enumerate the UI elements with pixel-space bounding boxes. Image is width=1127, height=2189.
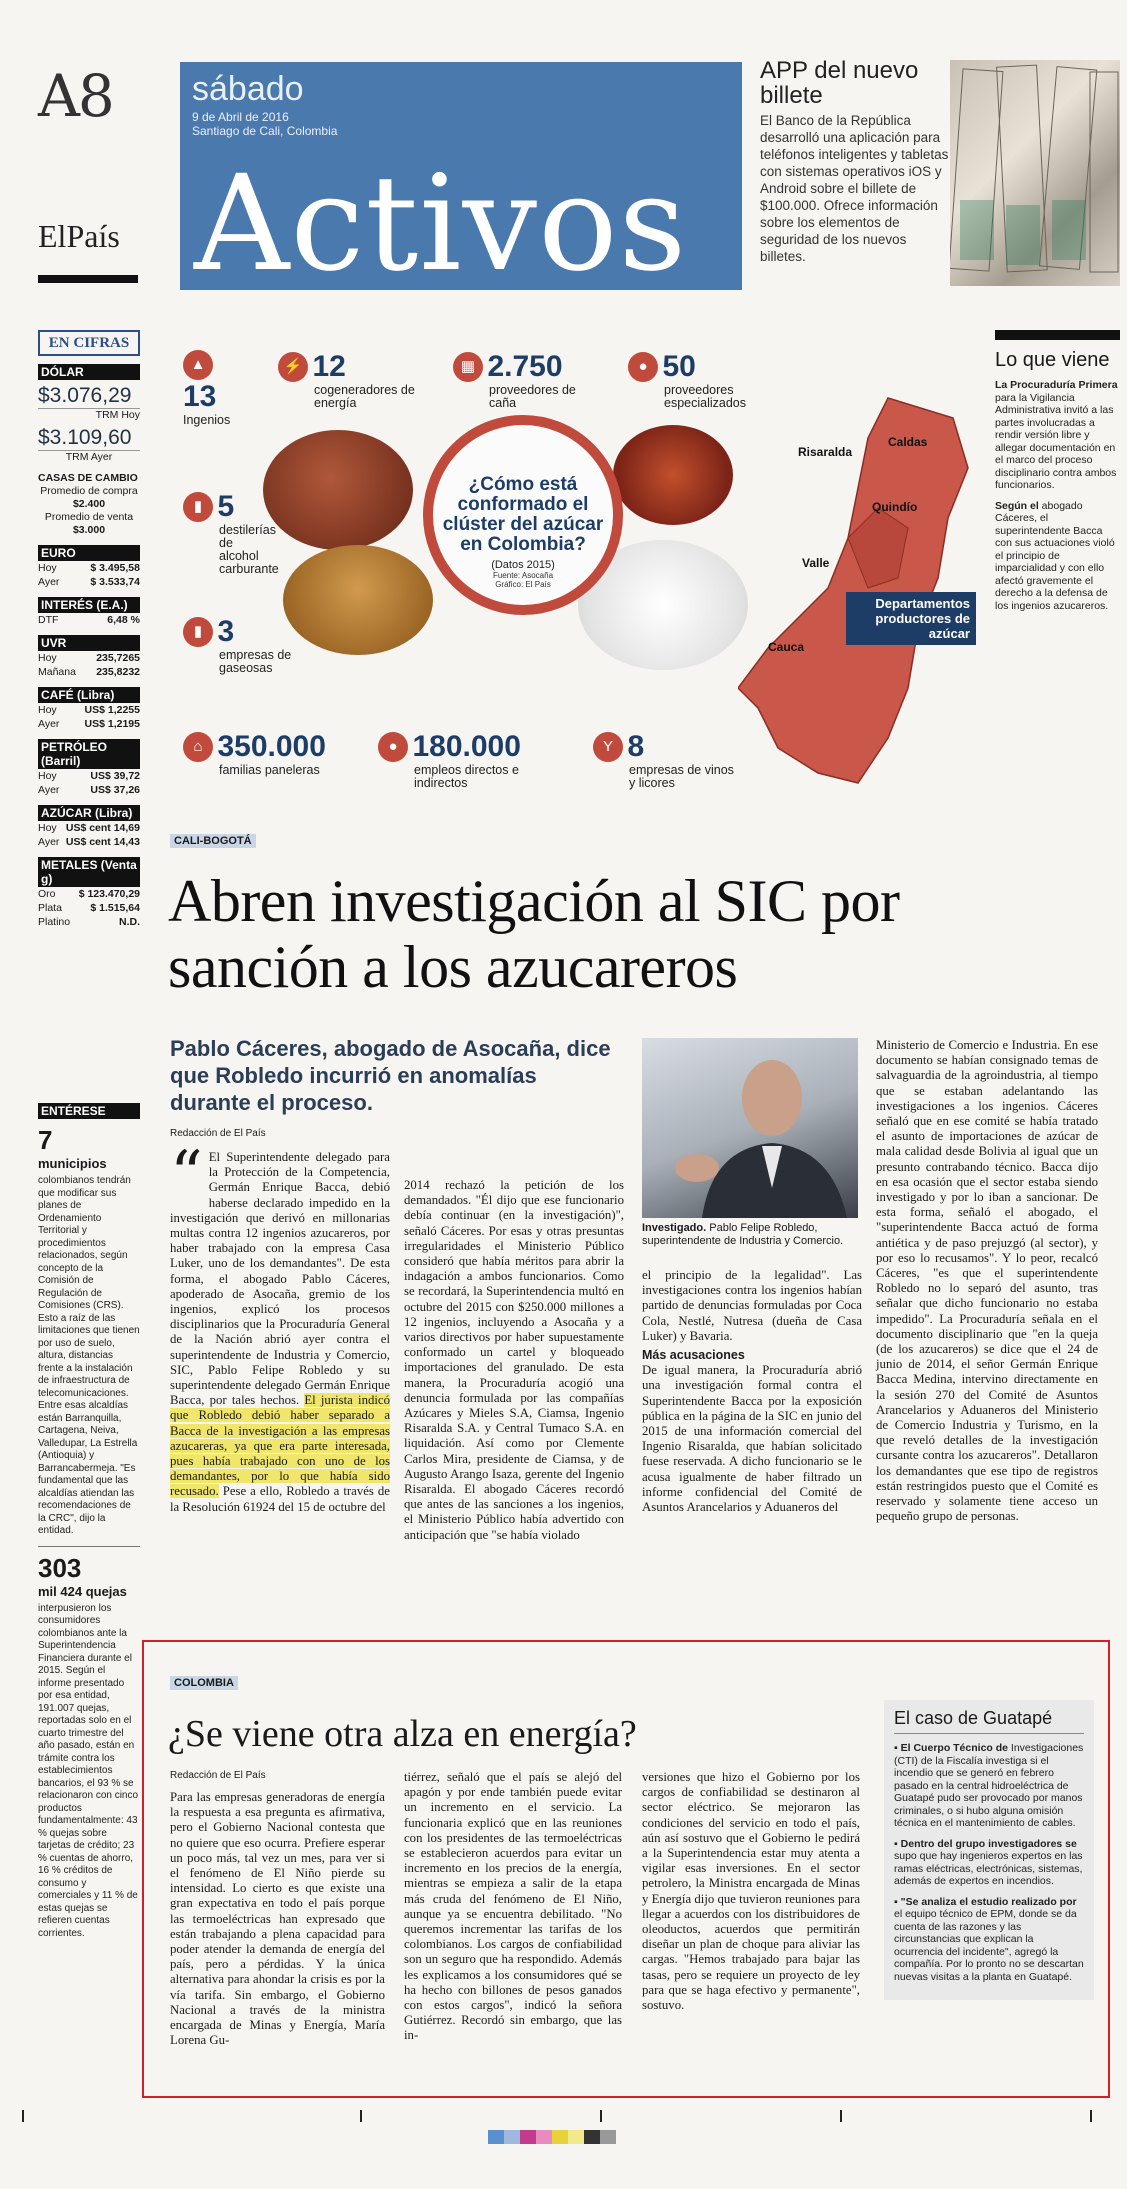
stat-label: proveedores especializados (664, 383, 746, 410)
banknotes-illustration (950, 60, 1120, 286)
guatape-box (884, 1700, 1094, 2000)
row-value: 6,48 % (107, 614, 140, 626)
swatch (504, 2130, 520, 2144)
oro-row (38, 887, 140, 901)
stat-empleos (378, 730, 568, 790)
euro-label: EURO (38, 545, 140, 561)
p3-lead: "Se analiza el estudio realizado por (900, 1895, 1077, 1908)
p2-lead: Dentro del grupo investigadores se (900, 1837, 1077, 1850)
stat-label: destilerías de alcohol carburante (219, 523, 279, 576)
p1-lead: La Procuraduría Primera (995, 379, 1118, 391)
crate-icon: ▦ (453, 352, 483, 382)
central-question-circle (423, 415, 623, 615)
swatch (488, 2130, 504, 2144)
dolar-label: DÓLAR (38, 364, 140, 380)
en-cifras-column (38, 330, 140, 929)
article2-col2: tiérrez, señaló que el país se alejó del apagón y por ende también puede evitar un incremento en el servicio. La funcionaria explicó que en las reuniones con los presidentes de las termoeléctricas se establecieron acuerdos para evitar un incremento en los precios de la energía, mientras se empieza a salir de la etapa más cruda del fenómeno de El Niño, aunque ya se encuentra debilitado. "No queremos incrementar las tarifas de los colombianos. Los cargos de confiabilidad son un seguro que ha respondido. Además les explicamos a los consumidores qué se ha hecho con billones de pesos ganados con estos cargos", indicó la señora Gutiérrez. Recordó sin embargo, que las in- (404, 1770, 622, 2043)
departments-box: Departamentos productores de azúcar (846, 592, 976, 645)
p1-text: Investigaciones (CTI) de la Fiscalía investiga si el incendio que se generó en febrero pasado en la central hidroeléctrica de Guatapé pudo ser provocado por manos criminales, o si hubo alguna omisión técnica en el mantenimiento de cables. (894, 1742, 1084, 1829)
stat-cogeneradores (278, 350, 418, 410)
quote-mark-icon: “ (170, 1138, 203, 1212)
trm-hoy-label: TRM Hoy (95, 409, 140, 421)
row-value: US$ 1,2255 (84, 704, 140, 716)
quejas-label: mil 424 quejas (38, 1583, 127, 1599)
p2-text: abogado Cáceres, el superintendente Bacca con sus actuaciones violó el principio de imparcialidad y con ello afectó gravemente el derecho a la defensa de los ingenios azucareros. (995, 499, 1115, 612)
platino-row (38, 915, 140, 929)
article2-col3: versiones que hizo el Gobierno por los cargos de confiabilidad se destinaron al sector eléctrico. Se mejoraron las condiciones del servicio en todo el país, aún así sostuvo que el Gobierno le pedirá a la Superintendencia estar muy atenta a vigilar esas inversiones. En el sector petrolero, la Ministra encargada de Minas y Energía dijo que tuvieron reuniones para llegar a acuerdos con los distribuidores de oleoductos, acuerdos que permitirán diseñar un plan de choque para aliviar las cargas. "Hemos trabajado para bajar las tasas, pero se requiere un proyecto de ley para que se haga efectivo y permanente", sostuvo. (642, 1770, 860, 2013)
p3-text: el equipo técnico de EPM, donde se da cuenta de las razones y las circunstancias que explican la ocurrencia del incidente", agregó la compañía. Por lo pronto no se descartan nuevas visitas a la planta en Guatapé. (894, 1908, 1084, 1983)
colombia-departments-map (738, 388, 978, 788)
row-value: 235,8232 (96, 666, 140, 678)
article1-col4: Ministerio de Comercio e Industria. En ese documento se habían consignado temas de salvaguardia de la agroindustria, al tiempo que se estaban adelantando las investigaciones a los ingenios. Cáceres señaló que en ese comité se había tratado el asunto de importaciones de azúcar de mala calidad desde Bolivia al igual que un presunto contrabando técnico. Bacca dijo en esa ocasión que el sector estaba siendo investigado y por lo iban a sancionar. De esta forma, señaló el abogado, el "superintendente Bacca actuó de forma antiética y de paso prejuzgó (al sector), y por eso lo recusamos". Y lo peor, recalcó Cáceres, "es que el superintendente Robledo no lo separó del asunto, tras señalar que dicho funcionario no estaba impedido". La Procuraduría señala en el documento disciplinario que "en la queja (de los azucareros) se dice que el 24 de junio de 2014, el señor Germán Enrique Bacca Medina, intervino directamente en la sesión 270 del Comité de Asuntos Arancelarios y Aduaneros del Ministerio de Comercio Industria y Turismo, en la que reveló detalles de la investigación cursante contra los azucareros". Detallaron los demandantes que ese tipo de registros están restringidos puesto que el Comité es reservado y solamente tiene acceso un pequeño grupo de personas. (876, 1038, 1098, 1524)
cafe-ayer-row (38, 717, 140, 731)
row-label: Ayer (38, 836, 60, 848)
guatape-p1: ▪ El Cuerpo Técnico de Investigaciones (CTI) de la Fiscalía investiga si el incendio que se generó en febrero pasado en la central hidroeléctrica de Guatapé pudo ser provocado por manos criminales, o si hubo alguna omisión técnica en el mantenimiento de cables. (894, 1742, 1084, 1829)
row-label: Hoy (38, 822, 57, 834)
p2-lead: Según el (995, 499, 1039, 512)
col3-subheading: Más acusaciones (642, 1348, 745, 1363)
row-label: Ayer (38, 576, 60, 588)
en-cifras-title: EN CIFRAS (38, 330, 140, 356)
stat-number: 180.000 (412, 730, 521, 763)
banner-day: sábado (192, 70, 304, 108)
color-registration-bar (488, 2130, 616, 2144)
soda-bottle-icon: ▮ (183, 617, 213, 647)
col1-text-a: El Superintendente delegado para la Protección de la Competencia, Germán Enrique Bacca, debió haberse declarado impedido en la investigación que derivó en millonarias multas contra 12 ingenios azucareros, por haber trabajado con la empresa Casa Luker, uno de los demandantes". De esta forma, el abogado Pablo Cáceres, apoderado de Asocaña, gremio de los ingenios, explicó los procesos disciplinarios que la Procuraduría General de la Nación abrió ayer contra el superintendente de Industria y Comercio, SIC, Pablo Felipe Robledo y su superintendente delegado Germán Enrique Bacca, por tales hechos. (170, 1150, 390, 1408)
infographic-source: Fuente: Asocaña (492, 571, 554, 580)
panela-cubes-bowl (263, 430, 413, 550)
quejas-text: interpusieron los consumidores colombianos ante la Superintendencia Financiera durante el 2015. Según el informe presentado por esa entidad, 191.007 quejas, reportadas solo en el cuarto trimestre del año pasado, están en trámite contra los establecimientos bancarios, el 93 % se relacionaron con cinco productos fundamentalmente: 43 % quejas sobre tarjetas de crédito; 23 % cuentas de ahorro, 16 % créditos de consumo y comerciales y 11 % de estas quejas se refieren cuentas corrientes. (38, 1602, 139, 1939)
trm-hoy-value: $3.076,29 (38, 384, 140, 409)
page-number: A8 (38, 62, 113, 130)
uvr-man-row (38, 665, 140, 679)
interes-label: INTERÉS (E.A.) (38, 597, 140, 613)
article2-byline: Redacción de El País (170, 1770, 266, 1781)
swatch (536, 2130, 552, 2144)
row-label: Hoy (38, 704, 57, 716)
caption-text: Pablo Felipe Robledo, superintendente de Industria y Comercio. (642, 1222, 844, 1247)
p1-text: para la Vigilancia Administrativa invitó a las partes involucradas a rendir versión libre y allegar documentación en el marco del proceso disciplinario contra ambos funcionarios. (995, 391, 1117, 491)
muni-number: 7 (38, 1125, 53, 1155)
house-icon: ⌂ (183, 732, 213, 762)
azucar-label: AZÚCAR (Libra) (38, 805, 140, 821)
lo-que-viene-title: Lo que viene (995, 349, 1110, 371)
col3-text-a: el principio de la legalidad". Las investigaciones contra los ingenios habían partido de denuncias formuladas por Coca Cola, Nestlé, Nutresa (dueña de Casa Luker) y Bavaria. (642, 1268, 862, 1343)
pet-ayer-row (38, 783, 140, 797)
stat-gaseosas (183, 615, 303, 675)
guatape-p3: ▪ "Se analiza el estudio realizado por el equipo técnico de EPM, donde se da cuenta de las razones y las circunstancias que explican la ocurrencia del incidente", agregó la compañía. Por lo pronto no se descartan nuevas visitas a la planta en Guatapé. (894, 1895, 1084, 1983)
article1-subhead: Pablo Cáceres, abogado de Asocaña, dice que Robledo incurrió en anomalías durante el proceso. (170, 1036, 611, 1115)
stat-proveedores-cana (453, 350, 593, 410)
people-icon: ● (378, 732, 408, 762)
logo-rule (38, 275, 138, 283)
article2-kicker: COLOMBIA (170, 1676, 238, 1690)
row-value: $ 3.495,58 (90, 562, 140, 574)
guatape-p2: ▪ Dentro del grupo investigadores se supo que hay ingenieros expertos en las ramas eléctricas, electrónicas, sistemas, además de expertos en incendios. (894, 1837, 1083, 1887)
euro-hoy-row (38, 561, 140, 575)
row-value: US$ 1,2195 (84, 718, 140, 730)
row-label: Platino (38, 916, 71, 928)
p1-lead: El Cuerpo Técnico de (900, 1742, 1008, 1754)
row-value: US$ 39,72 (90, 770, 140, 782)
col1-text-b: Pese a ello, Robledo a través de la Resolución 61924 del 15 de octubre del (170, 1484, 390, 1514)
app-title: APP del nuevo billete (760, 57, 919, 109)
wine-glasses-icon: Y (593, 732, 623, 762)
row-value: $ 123.470,29 (78, 888, 140, 900)
lightning-icon: ⚡ (278, 352, 308, 382)
row-value: N.D. (119, 916, 140, 928)
app-text: El Banco de la República desarrolló una aplicación para teléfonos inteligentes y tabletas con sistemas operativos iOS y Android sobre el billete de $100.000. Ofrece información sobre los elementos de seguridad de los nuevos billetes. (760, 113, 949, 264)
stat-label: empresas de gaseosas (219, 648, 292, 675)
lo-que-viene-p1 (995, 379, 1120, 492)
enterese-column (38, 1095, 140, 1940)
stat-number: 2.750 (487, 350, 563, 383)
stat-destilerias (183, 490, 279, 576)
map-label-risaralda: Risaralda (798, 445, 853, 459)
swatch (568, 2130, 584, 2144)
stat-number: 12 (312, 350, 346, 383)
row-label: Plata (38, 902, 62, 914)
cafe-label: CAFÉ (Libra) (38, 687, 140, 703)
swatch (584, 2130, 600, 2144)
euro-ayer-row (38, 575, 140, 589)
sugar-infographic (178, 330, 970, 800)
swatch (520, 2130, 536, 2144)
brown-sugar-bowl (283, 545, 433, 655)
map-label-caldas: Caldas (888, 435, 928, 449)
metales-label: METALES (Venta g) (38, 857, 140, 887)
article1-headline: Abren investigación al SIC por sanción a los azucareros (168, 868, 900, 1000)
stat-label: empleos directos e indirectos (414, 763, 519, 790)
article2-col1: Para las empresas generadoras de energía la respuesta a esa pregunta es afirmativa, pero el Gobierno Nacional contesta que no quiere que eso ocurra. Prefiere esperar un poco más, tal vez un mes, para ver si el fenómeno de El Niño pierde su intensidad. Lo cierto es que existe una gran expectativa en todo el país porque las termoeléctricas han expresado que están trabajando a plena capacidad para poder atender la demanda de energía del país, pero a pérdidas. Y la única alternativa para ahondar la crisis es por la vía tarifa. Sin embargo, el Gobierno Nacional a través de la ministra encargada de Minas y Energía, María Lorena Gu- (170, 1790, 385, 2048)
robledo-photo (642, 1038, 858, 1218)
stat-number: 8 (627, 730, 645, 763)
row-value: US$ cent 14,43 (65, 836, 140, 848)
stat-label: proveedores de caña (489, 383, 576, 410)
row-label: Hoy (38, 770, 57, 782)
box-rule (995, 330, 1120, 340)
guatape-title: El caso de Guatapé (894, 1708, 1084, 1734)
stat-label: Ingenios (183, 413, 231, 427)
stat-number: 50 (662, 350, 696, 383)
map-label-cauca: Cauca (768, 640, 805, 654)
bottle-icon: ▮ (183, 492, 213, 522)
venta-label: Promedio de venta (44, 511, 134, 523)
trm-ayer-value: $3.109,60 (38, 426, 140, 451)
app-box (760, 58, 950, 290)
photo-caption (642, 1222, 862, 1248)
venta-value: $3.000 (72, 524, 106, 536)
article1-kicker: CALI-BOGOTÁ (170, 834, 256, 848)
stat-number: 5 (217, 490, 235, 523)
pet-hoy-row (38, 769, 140, 783)
quejas-number: 303 (38, 1552, 82, 1583)
compra-value: $2.400 (72, 498, 106, 510)
stat-number: 350.000 (217, 730, 326, 763)
azu-ayer-row (38, 835, 140, 849)
p2-text: supo que hay ingenieros expertos en las ramas eléctricas, electrónicas, sistemas, además de expertos en incendios. (894, 1850, 1083, 1887)
stat-vinos (593, 730, 743, 790)
row-value: 235,7265 (96, 652, 140, 664)
map-label-valle: Valle (802, 556, 830, 570)
crop-mark (360, 2110, 362, 2122)
factory-icon: ▲ (183, 350, 213, 380)
article1-byline: Redacción de El País (170, 1128, 266, 1139)
article1-col2: 2014 rechazó la petición de los demandados. "Él dijo que ese funcionario debía continuar (en la investigación)", señaló Cáceres. Por esas y otras presuntas irregularidades el Ministerio Público consideró que había méritos para abrir la indagación a ambos funcionarios. Como se recordará, la Superintendencia multó en octubre del 2015 con $250.000 millones a 12 ingenios, incluyendo a Asocaña y a varios directivos por haber supuestamente conformado un cartel y bloqueado importaciones del granulado. De esta manera, la Procuraduría acogió una denuncia formulada por las compañías Azúcares y Mieles S.A, Ciamsa, Ingenio Risaralda S.A. y Central Tumaco S.A. en liquidación. Así como por Clemente Carlos Mira, presidente de Ciamsa, y de Augusto Arango Isaza, gerente del Ingenio Risaralda. El abogado Cáceres recordó que antes de las sanciones a los ingenios, el Ministerio Público había advertido con anticipación que "se había violado (404, 1178, 624, 1542)
stat-number: 13 (183, 380, 217, 413)
swatch (552, 2130, 568, 2144)
map-label-quindio: Quindío (872, 500, 918, 514)
stat-label: empresas de vinos y licores (629, 763, 734, 790)
city-text: Santiago de Cali, Colombia (192, 124, 338, 138)
crop-mark (840, 2110, 842, 2122)
article1-col3 (642, 1268, 862, 1515)
muni-text: colombianos tendrán que modificar sus planes de Ordenamiento Territorial y procedimientos relacionados, según concepto de la Comisión de Regulación de Comisiones (CRS). Esto a raíz de las limitaciones que tienen por uso de suelo, altura, distancias frente a la instalación de infraestructura de telecomunicaciones. Entre esas alcaldías están Barranquilla, Cartagena, Neiva, Valledupar, La Estrella (Antioquia) y Barrancabermeja. "Es fundamental que las alcaldías atiendan las recomendaciones de la CRC", dijo la entidad. (38, 1175, 140, 1536)
lo-que-viene-p2 (995, 500, 1120, 613)
cafe-hoy-row (38, 703, 140, 717)
swatch (600, 2130, 616, 2144)
lo-que-viene-box (995, 330, 1120, 612)
infographic-credit: Gráfico: El País (495, 580, 551, 589)
stat-label: familias paneleras (219, 763, 320, 777)
uvr-label: UVR (38, 635, 140, 651)
row-label: Oro (38, 888, 56, 900)
plata-row (38, 901, 140, 915)
col3-text-b: De igual manera, la Procuraduría abrió una investigación formal contra el Superintendente Bacca por la exposición pública en la página de la SIC en junio del 2015 de una información comercial del Ingenio Risaralda, que habían solicitado fuese reservada. A dicho funcionario se le acusa igualmente de haber filtrado un informe confidencial del Comité de Asuntos Arancelarios y Aduaneros del (642, 1363, 862, 1515)
row-value: $ 1.515,64 (90, 902, 140, 914)
petroleo-label: PETRÓLEO (Barril) (38, 739, 140, 769)
uvr-hoy-row (38, 651, 140, 665)
crop-mark (22, 2110, 24, 2122)
row-label: Ayer (38, 784, 60, 796)
dtf-row (38, 613, 140, 627)
row-label: Hoy (38, 652, 57, 664)
row-value: US$ cent 14,69 (65, 822, 140, 834)
date-text: 9 de Abril de 2016 (192, 110, 289, 124)
col1-highlight: El jurista indicó que Robledo debió haber separado a Bacca de la investigación a las empresas azucareras, ya que era parte interesada, pues había trabajado con uno de los demandantes, por lo que había sido recusado. (170, 1393, 391, 1499)
stat-ingenios (183, 350, 230, 427)
row-value: $ 3.533,74 (90, 576, 140, 588)
person-icon: ● (628, 352, 658, 382)
infographic-year: (Datos 2015) (491, 559, 555, 571)
newspaper-logo: ElPaís (38, 218, 120, 254)
row-label: Ayer (38, 718, 60, 730)
infographic-question: ¿Cómo está conformado el clúster del azúcar en Colombia? (442, 474, 604, 555)
row-label: Hoy (38, 562, 57, 574)
portrait-illustration (642, 1038, 858, 1218)
enterese-label: ENTÉRESE (38, 1103, 140, 1119)
candy-bowl (613, 425, 733, 525)
caption-lead: Investigado. (642, 1222, 707, 1234)
article1-col1 (170, 1138, 391, 1515)
crop-mark (600, 2110, 602, 2122)
stat-number: 3 (217, 615, 235, 648)
casas-label: CASAS DE CAMBIO (38, 472, 138, 484)
muni-label: municipios (38, 1156, 107, 1171)
crop-mark (1090, 2110, 1092, 2122)
article2-headline: ¿Se viene otra alza en energía? (168, 1713, 637, 1755)
row-label: Mañana (38, 666, 76, 678)
row-label: DTF (38, 614, 59, 626)
stat-label: cogeneradores de energía (314, 383, 415, 410)
banner-date (192, 110, 337, 138)
compra-label: Promedio de compra (40, 485, 138, 497)
section-banner (180, 62, 742, 290)
banknotes-photo (950, 60, 1120, 286)
section-title: Activos (194, 147, 688, 290)
trm-ayer-label: TRM Ayer (65, 451, 113, 463)
azu-hoy-row (38, 821, 140, 835)
row-value: US$ 37,26 (90, 784, 140, 796)
stat-familias (183, 730, 353, 777)
